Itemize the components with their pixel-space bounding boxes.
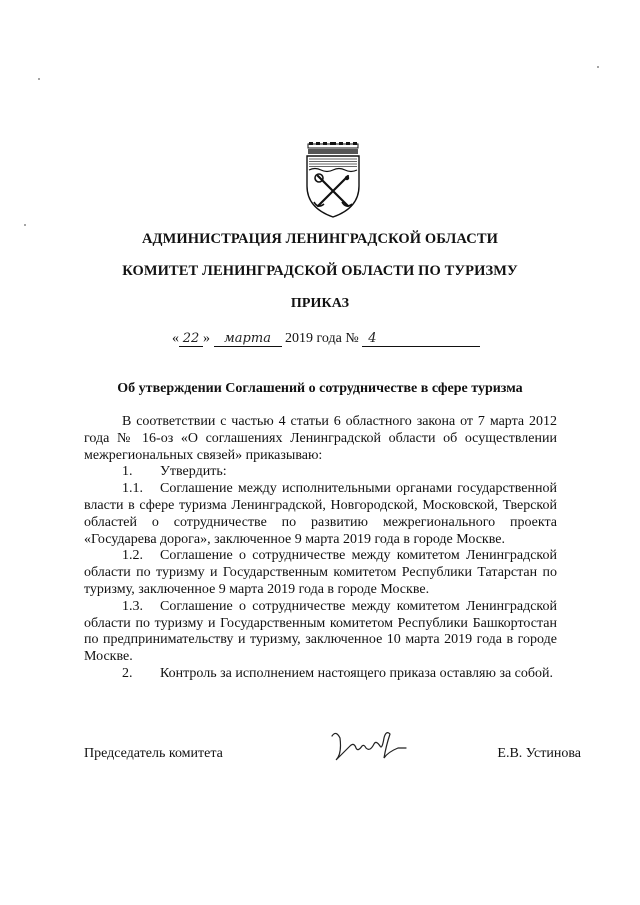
- signatory-name: Е.В. Устинова: [497, 746, 581, 761]
- coat-of-arms-icon: [302, 142, 364, 218]
- item-1-3: 1.3. Соглашение о сотрудничестве между комитетом Ленинградской области по туризму и Государственным комитетом Республики Башкортостан по предпринимательству и туризму, заключенное 10 марта 2019 года в городе Москве.: [84, 598, 557, 665]
- date-year: 2019 года №: [285, 331, 359, 346]
- intro-paragraph: В соответствии с частью 4 статьи 6 областного закона от 7 марта 2012 года № 16-оз «О соглашениях Ленинградской области об осуществлении межрегиональных связей» приказываю:: [84, 414, 557, 463]
- signatory-position: Председатель комитета: [84, 746, 223, 761]
- committee-title: КОМИТЕТ ЛЕНИНГРАДСКОЙ ОБЛАСТИ ПО ТУРИЗМУ: [122, 263, 518, 279]
- item-1: 1. Утвердить:: [122, 464, 227, 480]
- scan-speck: [38, 78, 40, 80]
- date-day: 22: [179, 332, 203, 347]
- item-1-1: 1.1. Соглашение между исполнительными органами государственной власти в сфере туризма Ленинградской, Новгородской, Московской, Тверской областей о сотрудничестве по развитию межрегионального проекта «Государева дорога», заключенное 9 марта 2019 года в городе Москве.: [84, 481, 557, 547]
- administration-title: АДМИНИСТРАЦИЯ ЛЕНИНГРАДСКОЙ ОБЛАСТИ: [141, 231, 498, 247]
- date-line: « 22 » марта 2019 года № 4: [172, 331, 480, 347]
- scan-speck: [24, 224, 26, 226]
- document-type: ПРИКАЗ: [290, 296, 350, 311]
- order-subject: Об утверждении Соглашений о сотрудничестве в сфере туризма: [117, 381, 523, 396]
- order-body: [84, 414, 557, 683]
- scan-speck: [597, 66, 599, 68]
- date-month: марта: [214, 332, 282, 347]
- item-1-2: 1.2. Соглашение о сотрудничестве между комитетом Ленинградской области по туризму и Государственным комитетом Республики Татарстан по туризму, заключенное 9 марта 2019 года в городе Москве.: [84, 548, 557, 597]
- item-2: 2. Контроль за исполнением настоящего приказа оставляю за собой.: [122, 665, 554, 681]
- handwritten-signature-icon: [328, 728, 408, 768]
- order-number: 4: [362, 332, 480, 347]
